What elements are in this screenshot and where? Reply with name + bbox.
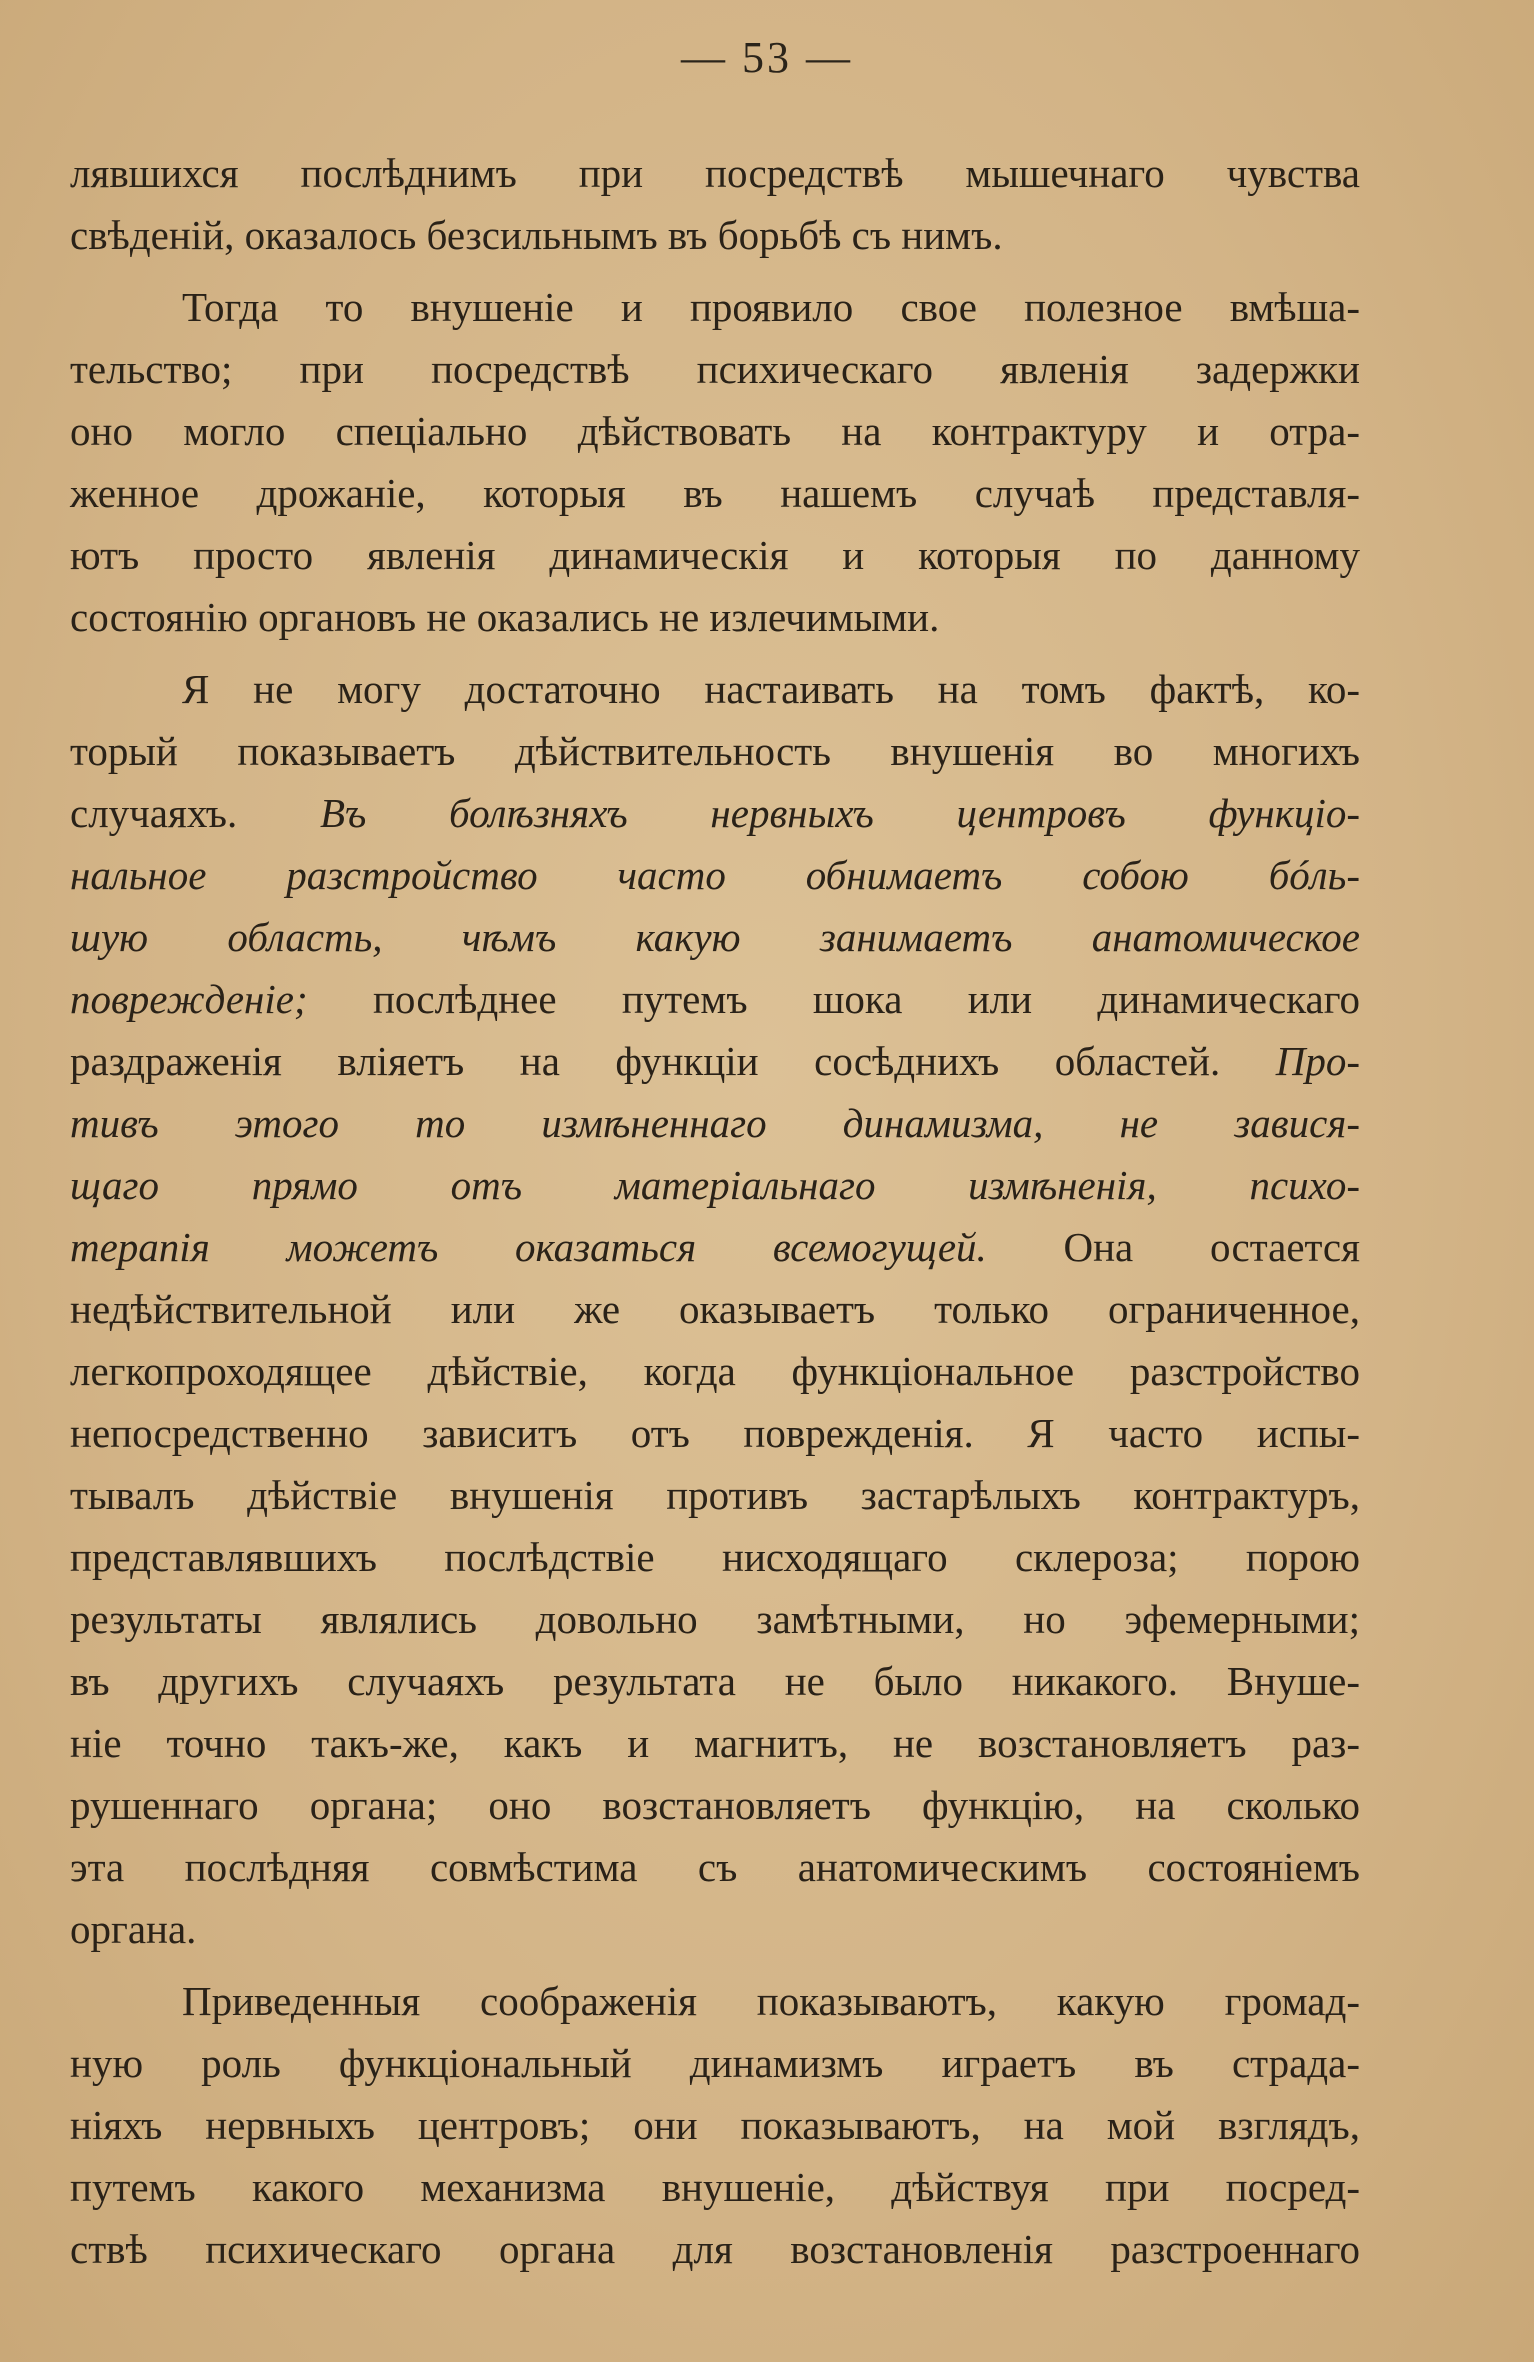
- paragraph-gap: [70, 266, 1360, 276]
- text-line: [70, 276, 1360, 338]
- text-line: [70, 1774, 1360, 1836]
- text-line: [70, 782, 1360, 844]
- text-segment: представлявшихъ послѣдствіе нисходящаго склероза; порою: [70, 1534, 1360, 1580]
- text-segment: рушеннаго органа; оно возстановляетъ функцію, на сколько: [70, 1782, 1360, 1828]
- text-line: [70, 1712, 1360, 1774]
- text-line: [70, 524, 1360, 586]
- italic-text: Въ болѣзняхъ нервныхъ центровъ функціо-: [319, 790, 1360, 836]
- text-line: [70, 204, 1360, 266]
- italic-text: щаго прямо отъ матеріальнаго измѣненія, психо-: [70, 1162, 1360, 1208]
- text-line: [70, 1092, 1360, 1154]
- text-line: [70, 462, 1360, 524]
- text-line: [70, 586, 1360, 648]
- text-line: [70, 968, 1360, 1030]
- text-segment: состоянію органовъ не оказались не излечимыми.: [70, 594, 940, 640]
- text-line: [70, 1526, 1360, 1588]
- text-segment: недѣйствительной или же оказываетъ только ограниченное,: [70, 1286, 1360, 1332]
- text-segment: свѣденій, оказалось безсильнымъ въ борьбѣ съ нимъ.: [70, 212, 1003, 258]
- text-line: [70, 338, 1360, 400]
- italic-text: терапія можетъ оказаться всемогущей.: [70, 1224, 987, 1270]
- text-segment: путемъ какого механизма внушеніе, дѣйствуя при посред-: [70, 2164, 1360, 2210]
- text-line: [70, 1588, 1360, 1650]
- text-line: [70, 1216, 1360, 1278]
- text-line: [70, 400, 1360, 462]
- text-segment: послѣднее путемъ шока или динамическаго: [307, 976, 1360, 1022]
- text-line: [70, 2156, 1360, 2218]
- text-segment: ніе точно такъ-же, какъ и магнитъ, не возстановляетъ раз-: [70, 1720, 1360, 1766]
- text-segment: Она остается: [986, 1224, 1360, 1270]
- text-line: [70, 1650, 1360, 1712]
- text-line: [70, 906, 1360, 968]
- text-line: [70, 1464, 1360, 1526]
- text-segment: легкопроходящее дѣйствіе, когда функціональное разстройство: [70, 1348, 1360, 1394]
- text-segment: торый показываетъ дѣйствительность внушенія во многихъ: [70, 728, 1360, 774]
- text-segment: ствѣ психическаго органа для возстановленія разстроеннаго: [70, 2226, 1360, 2272]
- text-segment: эта послѣдняя совмѣстима съ анатомическимъ состояніемъ: [70, 1844, 1360, 1890]
- text-line: [70, 1340, 1360, 1402]
- text-line: [70, 1836, 1360, 1898]
- paragraph-gap: [70, 648, 1360, 658]
- text-segment: ную роль функціональный динамизмъ играетъ въ страда-: [70, 2040, 1360, 2086]
- text-segment: ютъ просто явленія динамическія и которыя по данному: [70, 532, 1360, 578]
- italic-text: шую область, чѣмъ какую занимаетъ анатомическое: [70, 914, 1360, 960]
- text-line: [70, 2094, 1360, 2156]
- text-segment: органа.: [70, 1906, 197, 1952]
- text-segment: тывалъ дѣйствіе внушенія противъ застарѣлыхъ контрактуръ,: [70, 1472, 1360, 1518]
- text-line: [70, 1970, 1360, 2032]
- text-line: [70, 658, 1360, 720]
- italic-text: поврежденіе;: [70, 976, 308, 1022]
- text-segment: Приведенныя соображенія показываютъ, какую громад-: [182, 1978, 1360, 2024]
- paragraph-gap: [70, 1960, 1360, 1970]
- text-segment: Я не могу достаточно настаивать на томъ фактѣ, ко-: [182, 666, 1360, 712]
- text-segment: результаты являлись довольно замѣтными, но эфемерными;: [70, 1596, 1360, 1642]
- text-segment: въ другихъ случаяхъ результата не было никакого. Внуше-: [70, 1658, 1360, 1704]
- text-segment: раздраженія вліяетъ на функціи сосѣднихъ областей.: [70, 1038, 1276, 1084]
- text-line: [70, 2218, 1360, 2280]
- text-segment: женное дрожаніе, которыя въ нашемъ случаѣ представля-: [70, 470, 1360, 516]
- italic-text: нальное разстройство часто обнимаетъ собою бóль-: [70, 852, 1360, 898]
- text-segment: лявшихся послѣднимъ при посредствѣ мышечнаго чувства: [70, 150, 1360, 196]
- page-number: — 53 —: [681, 33, 853, 82]
- text-segment: тельство; при посредствѣ психическаго явленія задержки: [70, 346, 1360, 392]
- text-segment: оно могло спеціально дѣйствовать на контрактуру и отра-: [70, 408, 1360, 454]
- text-line: [70, 1030, 1360, 1092]
- body-text: [70, 142, 1360, 2280]
- text-segment: случаяхъ.: [70, 790, 320, 836]
- text-line: [70, 142, 1360, 204]
- text-line: [70, 2032, 1360, 2094]
- text-line: [70, 1402, 1360, 1464]
- text-line: [70, 1154, 1360, 1216]
- text-line: [70, 844, 1360, 906]
- text-segment: Тогда то внушеніе и проявило свое полезное вмѣша-: [182, 284, 1360, 330]
- text-segment: ніяхъ нервныхъ центровъ; они показываютъ, на мой взглядъ,: [70, 2102, 1360, 2148]
- text-line: [70, 1898, 1360, 1960]
- text-segment: непосредственно зависитъ отъ поврежденія. Я часто испы-: [70, 1410, 1360, 1456]
- text-line: [70, 720, 1360, 782]
- italic-text: тивъ этого то измѣненнаго динамизма, не завися-: [70, 1100, 1360, 1146]
- text-line: [70, 1278, 1360, 1340]
- italic-text: Про-: [1275, 1038, 1360, 1084]
